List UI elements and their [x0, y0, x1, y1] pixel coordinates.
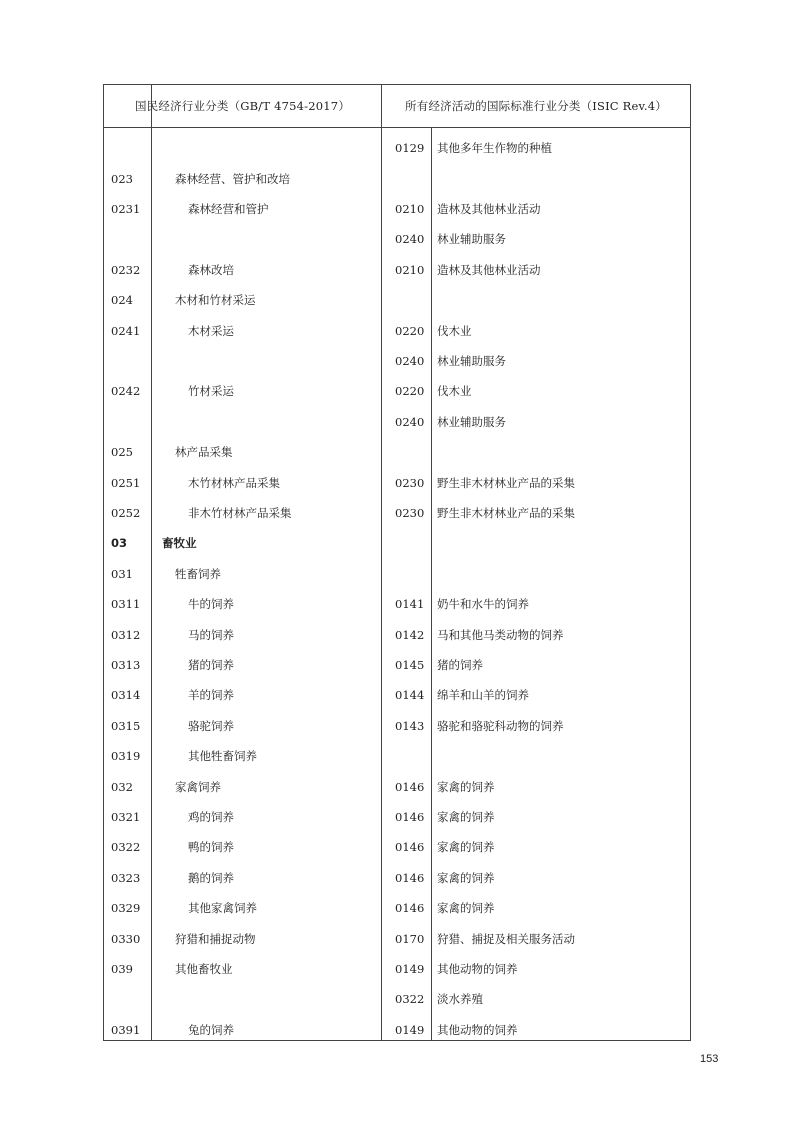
gb-category-name: 其他畜牧业 — [175, 961, 233, 976]
isic-category-name: 家禽的饲养 — [437, 901, 495, 916]
table-row — [104, 741, 690, 771]
gb-code: 0319 — [111, 749, 141, 764]
table-row — [104, 923, 690, 953]
gb-category-name: 木材和竹材采运 — [175, 293, 256, 308]
header-divider — [104, 127, 690, 128]
isic-code: 0240 — [395, 353, 425, 368]
gb-category-name: 木竹材林产品采集 — [188, 475, 280, 490]
gb-category-name: 森林经营和管护 — [188, 201, 269, 216]
gb-category-name: 家禽饲养 — [175, 779, 221, 794]
isic-code: 0146 — [395, 870, 425, 885]
gb-category-name: 木材采运 — [188, 323, 234, 338]
gb-category-name: 牛的饲养 — [188, 597, 234, 612]
gb-category-name: 马的饲养 — [188, 627, 234, 642]
gb-category-name: 羊的饲养 — [188, 688, 234, 703]
gb-category-name: 林产品采集 — [175, 445, 233, 460]
table-row — [104, 893, 690, 923]
table-row — [104, 771, 690, 801]
isic-code: 0210 — [395, 201, 425, 216]
table-row — [104, 315, 690, 345]
isic-code: 0220 — [395, 384, 425, 399]
gb-category-name: 鸡的饲养 — [188, 809, 234, 824]
isic-code: 0146 — [395, 901, 425, 916]
gb-category-name: 非木竹材林产品采集 — [188, 505, 292, 520]
table-row — [104, 589, 690, 619]
gb-category-name: 鸭的饲养 — [188, 840, 234, 855]
table-row — [104, 528, 690, 558]
isic-code: 0149 — [395, 961, 425, 976]
table-row — [104, 285, 690, 315]
table-row — [104, 255, 690, 285]
isic-code: 0129 — [395, 141, 425, 156]
gb-category-name: 狩猎和捕捉动物 — [175, 931, 256, 946]
table-row — [104, 1015, 690, 1045]
gb-code: 0252 — [111, 505, 141, 520]
isic-category-name: 其他动物的饲养 — [437, 961, 518, 976]
gb-code: 0313 — [111, 657, 141, 672]
table-row — [104, 802, 690, 832]
isic-category-name: 林业辅助服务 — [437, 353, 506, 368]
table-row — [104, 832, 690, 862]
gb-code: 0321 — [111, 809, 141, 824]
header-gb-standard: 国民经济行业分类（GB/T 4754-2017） — [134, 99, 351, 113]
isic-category-name: 奶牛和水牛的饲养 — [437, 597, 529, 612]
table-row — [104, 984, 690, 1014]
gb-code: 0314 — [111, 688, 141, 703]
table-row — [104, 407, 690, 437]
isic-code: 0210 — [395, 262, 425, 277]
isic-category-name: 野生非木材林业产品的采集 — [437, 475, 575, 490]
table-row — [104, 711, 690, 741]
gb-code: 0232 — [111, 262, 141, 277]
table-row — [104, 163, 690, 193]
isic-code: 0143 — [395, 718, 425, 733]
isic-category-name: 淡水养殖 — [437, 992, 483, 1007]
isic-code: 0145 — [395, 657, 425, 672]
isic-category-name: 林业辅助服务 — [437, 414, 506, 429]
isic-category-name: 家禽的饲养 — [437, 870, 495, 885]
gb-code: 0323 — [111, 870, 141, 885]
gb-category-name: 兔的饲养 — [188, 1022, 234, 1037]
page-number: 153 — [700, 1053, 719, 1065]
table-row — [104, 498, 690, 528]
isic-category-name: 造林及其他林业活动 — [437, 262, 541, 277]
gb-code: 0322 — [111, 840, 141, 855]
gb-category-name: 其他家禽饲养 — [188, 901, 257, 916]
isic-category-name: 伐木业 — [437, 384, 472, 399]
isic-category-name: 野生非木材林业产品的采集 — [437, 505, 575, 520]
gb-category-name: 其他牲畜饲养 — [188, 749, 257, 764]
gb-code: 039 — [111, 961, 133, 976]
isic-code: 0230 — [395, 505, 425, 520]
gb-code: 032 — [111, 779, 133, 794]
isic-category-name: 其他多年生作物的种植 — [437, 141, 552, 156]
gb-code: 0330 — [111, 931, 141, 946]
classification-table — [103, 84, 691, 1041]
header-isic-standard: 所有经济活动的国际标准行业分类（ISIC Rev.4） — [405, 99, 667, 113]
gb-code: 023 — [111, 171, 133, 186]
isic-category-name: 家禽的饲养 — [437, 809, 495, 824]
isic-code: 0141 — [395, 597, 425, 612]
gb-category-name: 森林经营、管护和改培 — [175, 171, 290, 186]
isic-category-name: 造林及其他林业活动 — [437, 201, 541, 216]
table-row — [104, 559, 690, 589]
gb-code: 0329 — [111, 901, 141, 916]
isic-category-name: 家禽的饲养 — [437, 840, 495, 855]
isic-code: 0230 — [395, 475, 425, 490]
isic-category-name: 猪的饲养 — [437, 657, 483, 672]
isic-category-name: 伐木业 — [437, 323, 472, 338]
isic-category-name: 马和其他马类动物的饲养 — [437, 627, 564, 642]
isic-category-name: 家禽的饲养 — [437, 779, 495, 794]
table-row — [104, 619, 690, 649]
table-row — [104, 650, 690, 680]
isic-code: 0170 — [395, 931, 425, 946]
table-row — [104, 954, 690, 984]
gb-code: 0391 — [111, 1022, 141, 1037]
isic-code: 0322 — [395, 992, 425, 1007]
gb-code: 0311 — [111, 597, 141, 612]
gb-code: 024 — [111, 293, 133, 308]
isic-category-name: 林业辅助服务 — [437, 232, 506, 247]
isic-category-name: 骆驼和骆驼科动物的饲养 — [437, 718, 564, 733]
gb-code: 0242 — [111, 384, 141, 399]
gb-code: 031 — [111, 566, 133, 581]
gb-code: 0315 — [111, 718, 141, 733]
isic-code: 0149 — [395, 1022, 425, 1037]
gb-category-name: 森林改培 — [188, 262, 234, 277]
table-row — [104, 680, 690, 710]
isic-code: 0240 — [395, 414, 425, 429]
table-row — [104, 437, 690, 467]
gb-code: 0231 — [111, 201, 141, 216]
gb-category-name: 牲畜饲养 — [175, 566, 221, 581]
isic-category-name: 狩猎、捕捉及相关服务活动 — [437, 931, 575, 946]
gb-category-name: 鹅的饲养 — [188, 870, 234, 885]
table-row — [104, 224, 690, 254]
gb-category-name: 竹材采运 — [188, 384, 234, 399]
gb-category-name: 骆驼饲养 — [188, 718, 234, 733]
isic-code: 0146 — [395, 809, 425, 824]
isic-code: 0142 — [395, 627, 425, 642]
table-row — [104, 346, 690, 376]
gb-code: 025 — [111, 445, 133, 460]
gb-code: 03 — [111, 536, 128, 551]
isic-code: 0240 — [395, 232, 425, 247]
table-row — [104, 863, 690, 893]
gb-category-name: 畜牧业 — [162, 536, 197, 551]
table-row — [104, 133, 690, 163]
isic-code: 0144 — [395, 688, 425, 703]
table-row — [104, 467, 690, 497]
isic-code: 0220 — [395, 323, 425, 338]
isic-category-name: 其他动物的饲养 — [437, 1022, 518, 1037]
gb-code: 0312 — [111, 627, 141, 642]
isic-code: 0146 — [395, 779, 425, 794]
isic-code: 0146 — [395, 840, 425, 855]
table-row — [104, 194, 690, 224]
gb-code: 0251 — [111, 475, 141, 490]
isic-category-name: 绵羊和山羊的饲养 — [437, 688, 529, 703]
gb-category-name: 猪的饲养 — [188, 657, 234, 672]
gb-code: 0241 — [111, 323, 141, 338]
table-row — [104, 376, 690, 406]
